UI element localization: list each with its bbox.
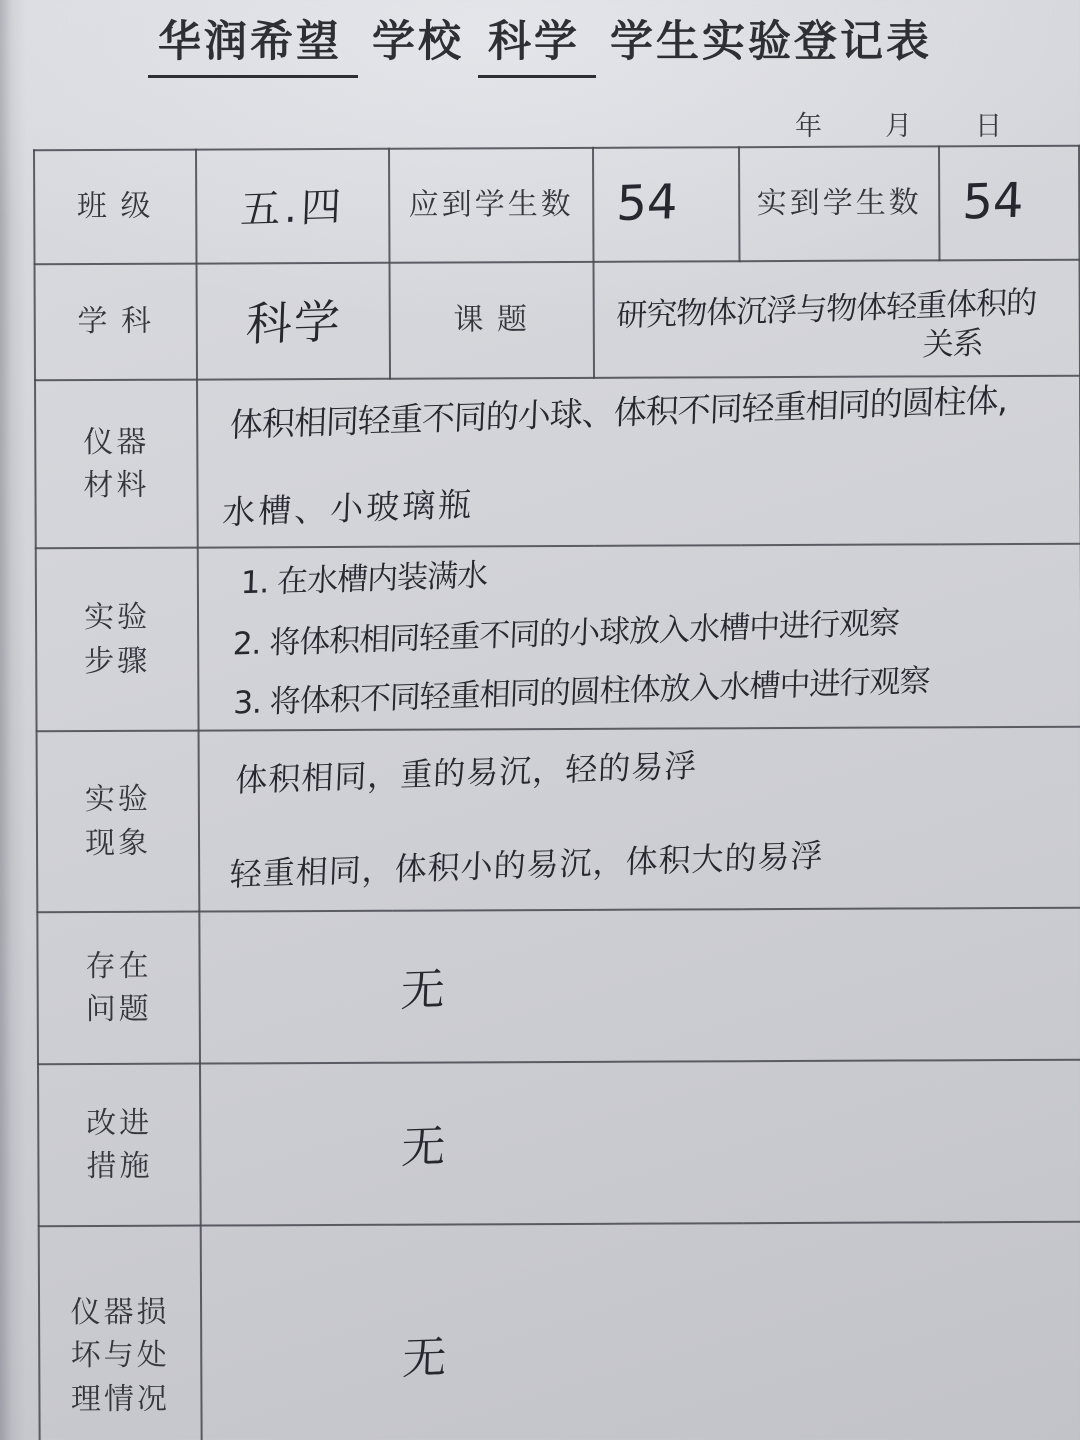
steps-label-line1: 实验 bbox=[83, 600, 151, 635]
expected-count-handwriting: 54 bbox=[615, 174, 679, 233]
damage-label-line2: 坏与处 bbox=[70, 1338, 170, 1373]
date-line bbox=[795, 104, 1003, 143]
improvements-label-line2: 措施 bbox=[86, 1149, 153, 1184]
steps-row bbox=[36, 544, 1080, 732]
damage-label-line3: 理情况 bbox=[70, 1382, 171, 1416]
damage-label-cell bbox=[39, 1226, 202, 1440]
class-value-handwriting: 五.四 bbox=[239, 183, 347, 233]
materials-handwriting-line2: 水槽、小玻璃瓶 bbox=[221, 484, 475, 532]
phenomena-row bbox=[37, 727, 1080, 913]
improvements-label-cell bbox=[38, 1064, 201, 1227]
damage-content-cell bbox=[201, 1222, 1080, 1440]
subject-value-cell bbox=[197, 263, 391, 380]
problems-label-line1: 存在 bbox=[85, 949, 152, 983]
steps-handwriting-line3: 3. 将体积不同轻重相同的圆柱体放入水槽中进行观察 bbox=[232, 662, 931, 722]
problems-row bbox=[37, 908, 1080, 1065]
materials-label-line1: 仪器 bbox=[83, 425, 150, 459]
subject-value-handwriting: 科学 bbox=[244, 294, 343, 352]
class-row bbox=[34, 146, 1079, 265]
actual-count-label-cell: 实到学生数 bbox=[739, 146, 939, 261]
damage-none-handwriting: 无 bbox=[401, 1332, 448, 1385]
topic-handwriting-line1: 研究物体沉浮与物体轻重体积的 bbox=[615, 284, 1037, 335]
materials-label-cell bbox=[35, 380, 198, 549]
phenomena-label-line1: 实验 bbox=[84, 782, 151, 817]
school-label: 学校 bbox=[372, 19, 464, 66]
experiment-form-table bbox=[33, 145, 1080, 1440]
form-name: 学生实验登记表 bbox=[610, 19, 932, 66]
problems-content-cell bbox=[199, 908, 1080, 1064]
topic-value-cell bbox=[594, 260, 1080, 378]
materials-label-line2: 材料 bbox=[83, 468, 150, 503]
day-label: 日 bbox=[975, 111, 1003, 141]
steps-handwriting-line1: 1. 在水槽内装满水 bbox=[240, 557, 488, 602]
phenomena-handwriting-line2: 轻重相同，体积小的易沉，体积大的易浮 bbox=[229, 835, 825, 894]
phenomena-label-line2: 现象 bbox=[84, 826, 152, 860]
improvements-none-handwriting: 无 bbox=[400, 1121, 447, 1174]
damage-label-line1: 仪器损 bbox=[70, 1295, 170, 1329]
problems-none-handwriting: 无 bbox=[399, 964, 446, 1017]
year-label: 年 bbox=[795, 111, 823, 141]
steps-label-line2: 步骤 bbox=[84, 644, 151, 678]
expected-count-value-cell bbox=[593, 147, 739, 262]
month-label: 月 bbox=[885, 111, 913, 141]
topic-handwriting-line2: 关系 bbox=[922, 325, 984, 364]
class-label-cell: 班 级 bbox=[34, 150, 196, 265]
class-value-cell bbox=[196, 149, 389, 264]
problems-label-cell bbox=[37, 912, 200, 1065]
actual-count-value-cell bbox=[939, 146, 1079, 261]
improvements-row bbox=[38, 1060, 1080, 1227]
steps-label-cell bbox=[36, 548, 199, 732]
actual-count-handwriting: 54 bbox=[961, 172, 1025, 231]
phenomena-content-cell bbox=[199, 727, 1080, 912]
subject-row bbox=[35, 260, 1080, 381]
problems-label-line2: 问题 bbox=[85, 992, 152, 1027]
topic-label-cell: 课 题 bbox=[390, 262, 595, 379]
materials-handwriting-line1: 体积相同轻重不同的小球、体积不同轻重相同的圆柱体, bbox=[229, 380, 1008, 445]
damage-row bbox=[39, 1222, 1080, 1440]
materials-content-cell bbox=[197, 376, 1080, 548]
phenomena-label-cell bbox=[37, 731, 200, 913]
form-title bbox=[0, 8, 1080, 78]
materials-row bbox=[35, 376, 1080, 549]
subject-label-cell: 学 科 bbox=[35, 264, 198, 381]
steps-content-cell bbox=[198, 544, 1080, 731]
steps-handwriting-line2: 2. 将体积相同轻重不同的小球放入水槽中进行观察 bbox=[232, 604, 900, 663]
improvements-content-cell bbox=[200, 1060, 1080, 1226]
school-name-underlined: 华润希望 bbox=[148, 8, 358, 78]
subject-underlined: 科学 bbox=[478, 8, 596, 78]
expected-count-label-cell: 应到学生数 bbox=[389, 148, 593, 263]
phenomena-handwriting-line1: 体积相同，重的易沉，轻的易浮 bbox=[234, 745, 698, 799]
improvements-label-line1: 改进 bbox=[86, 1106, 153, 1140]
